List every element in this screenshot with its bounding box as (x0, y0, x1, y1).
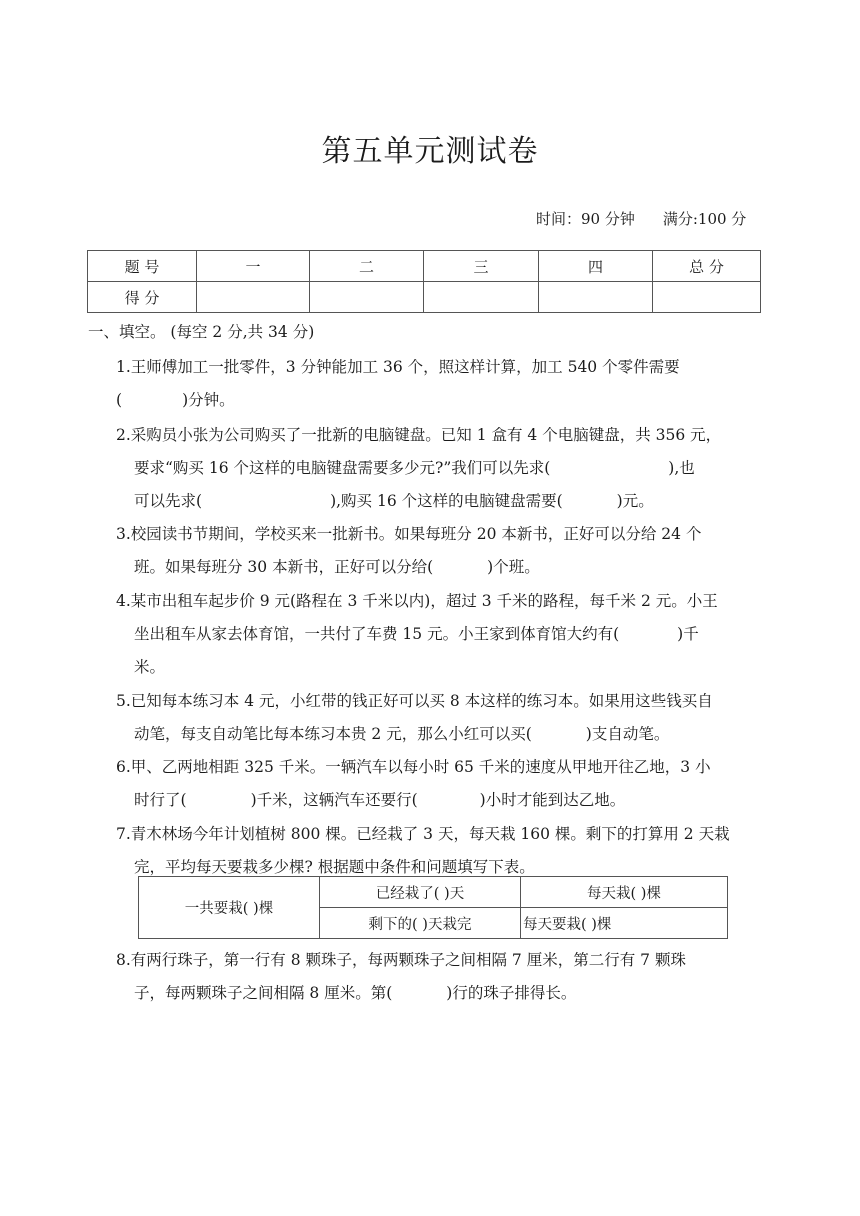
time-limit: 时间：90 分钟 (536, 210, 635, 228)
total-trees-cell[interactable]: 一共要栽( )棵 (139, 877, 320, 939)
score-cell[interactable] (653, 282, 761, 313)
full-score: 满分:100 分 (662, 210, 747, 228)
question-8: 8.有两行珠子，第一行有 8 颗珠子，每两颗珠子之间相隔 7 厘米，第二行有 7 颗珠 子，每两颗珠子之间相隔 8 厘米。第( )行的珠子排得长。 (116, 951, 686, 1002)
score-header-cell: 总 分 (653, 251, 761, 282)
exam-meta (536, 208, 746, 229)
score-cell[interactable] (424, 282, 539, 313)
planting-table (138, 876, 728, 939)
score-header-cell: 三 (424, 251, 539, 282)
score-header-cell: 二 (310, 251, 424, 282)
score-cell[interactable] (539, 282, 653, 313)
score-cell[interactable] (310, 282, 424, 313)
question-6: 6.甲、乙两地相距 325 千米。一辆汽车以每小时 65 千米的速度从甲地开往乙地，3 小 时行了( )千米，这辆汽车还要行( )小时才能到达乙地。 (116, 758, 711, 809)
question-5: 5.已知每本练习本 4 元，小红带的钱正好可以买 8 本这样的练习本。如果用这些钱买自 动笔，每支自动笔比每本练习本贵 2 元，那么小红可以买( )支自动笔。 (116, 692, 713, 743)
question-4: 4.某市出租车起步价 9 元(路程在 3 千米以内)，超过 3 千米的路程，每千米 2 元。小王 坐出租车从家去体育馆，一共付了车费 15 元。小王家到体育馆大约有( )千 米。 (116, 592, 718, 676)
remaining-days-cell[interactable]: 剩下的( )天栽完 (320, 908, 521, 939)
score-row-label: 得 分 (88, 282, 197, 313)
question-7: 7.青木林场今年计划植树 800 棵。已经栽了 3 天，每天栽 160 棵。剩下的打算用 2 天栽 完，平均每天要栽多少棵? 根据题中条件和问题填写下表。 (116, 825, 730, 876)
question-2: 2.采购员小张为公司购买了一批新的电脑键盘。已知 1 盒有 4 个电脑键盘，共 356 元， 要求“购买 16 个这样的电脑键盘需要多少元?”我们可以先求( ),也 可以先求( ),购买 16 个这样的电脑键盘需要( )元。 (116, 426, 722, 510)
score-cell[interactable] (197, 282, 310, 313)
planted-days-cell[interactable]: 已经栽了( )天 (320, 877, 521, 908)
question-1: 1.王师傅加工一批零件，3 分钟能加工 36 个，照这样计算，加工 540 个零件需要 ( )分钟。 (116, 358, 680, 409)
section-heading: 一、填空。 (每空 2 分,共 34 分) (88, 323, 315, 341)
score-header-cell: 题 号 (88, 251, 197, 282)
question-3: 3.校园读书节期间，学校买来一批新书。如果每班分 20 本新书，正好可以分给 24 个 班。如果每班分 30 本新书，正好可以分给( )个班。 (116, 525, 702, 576)
need-per-day-cell[interactable]: 每天要栽( )棵 (521, 908, 728, 939)
score-header-cell: 一 (197, 251, 310, 282)
score-header-cell: 四 (539, 251, 653, 282)
per-day-cell[interactable]: 每天栽( )棵 (521, 877, 728, 908)
page-title: 第五单元测试卷 (321, 134, 539, 169)
score-table (87, 250, 761, 313)
